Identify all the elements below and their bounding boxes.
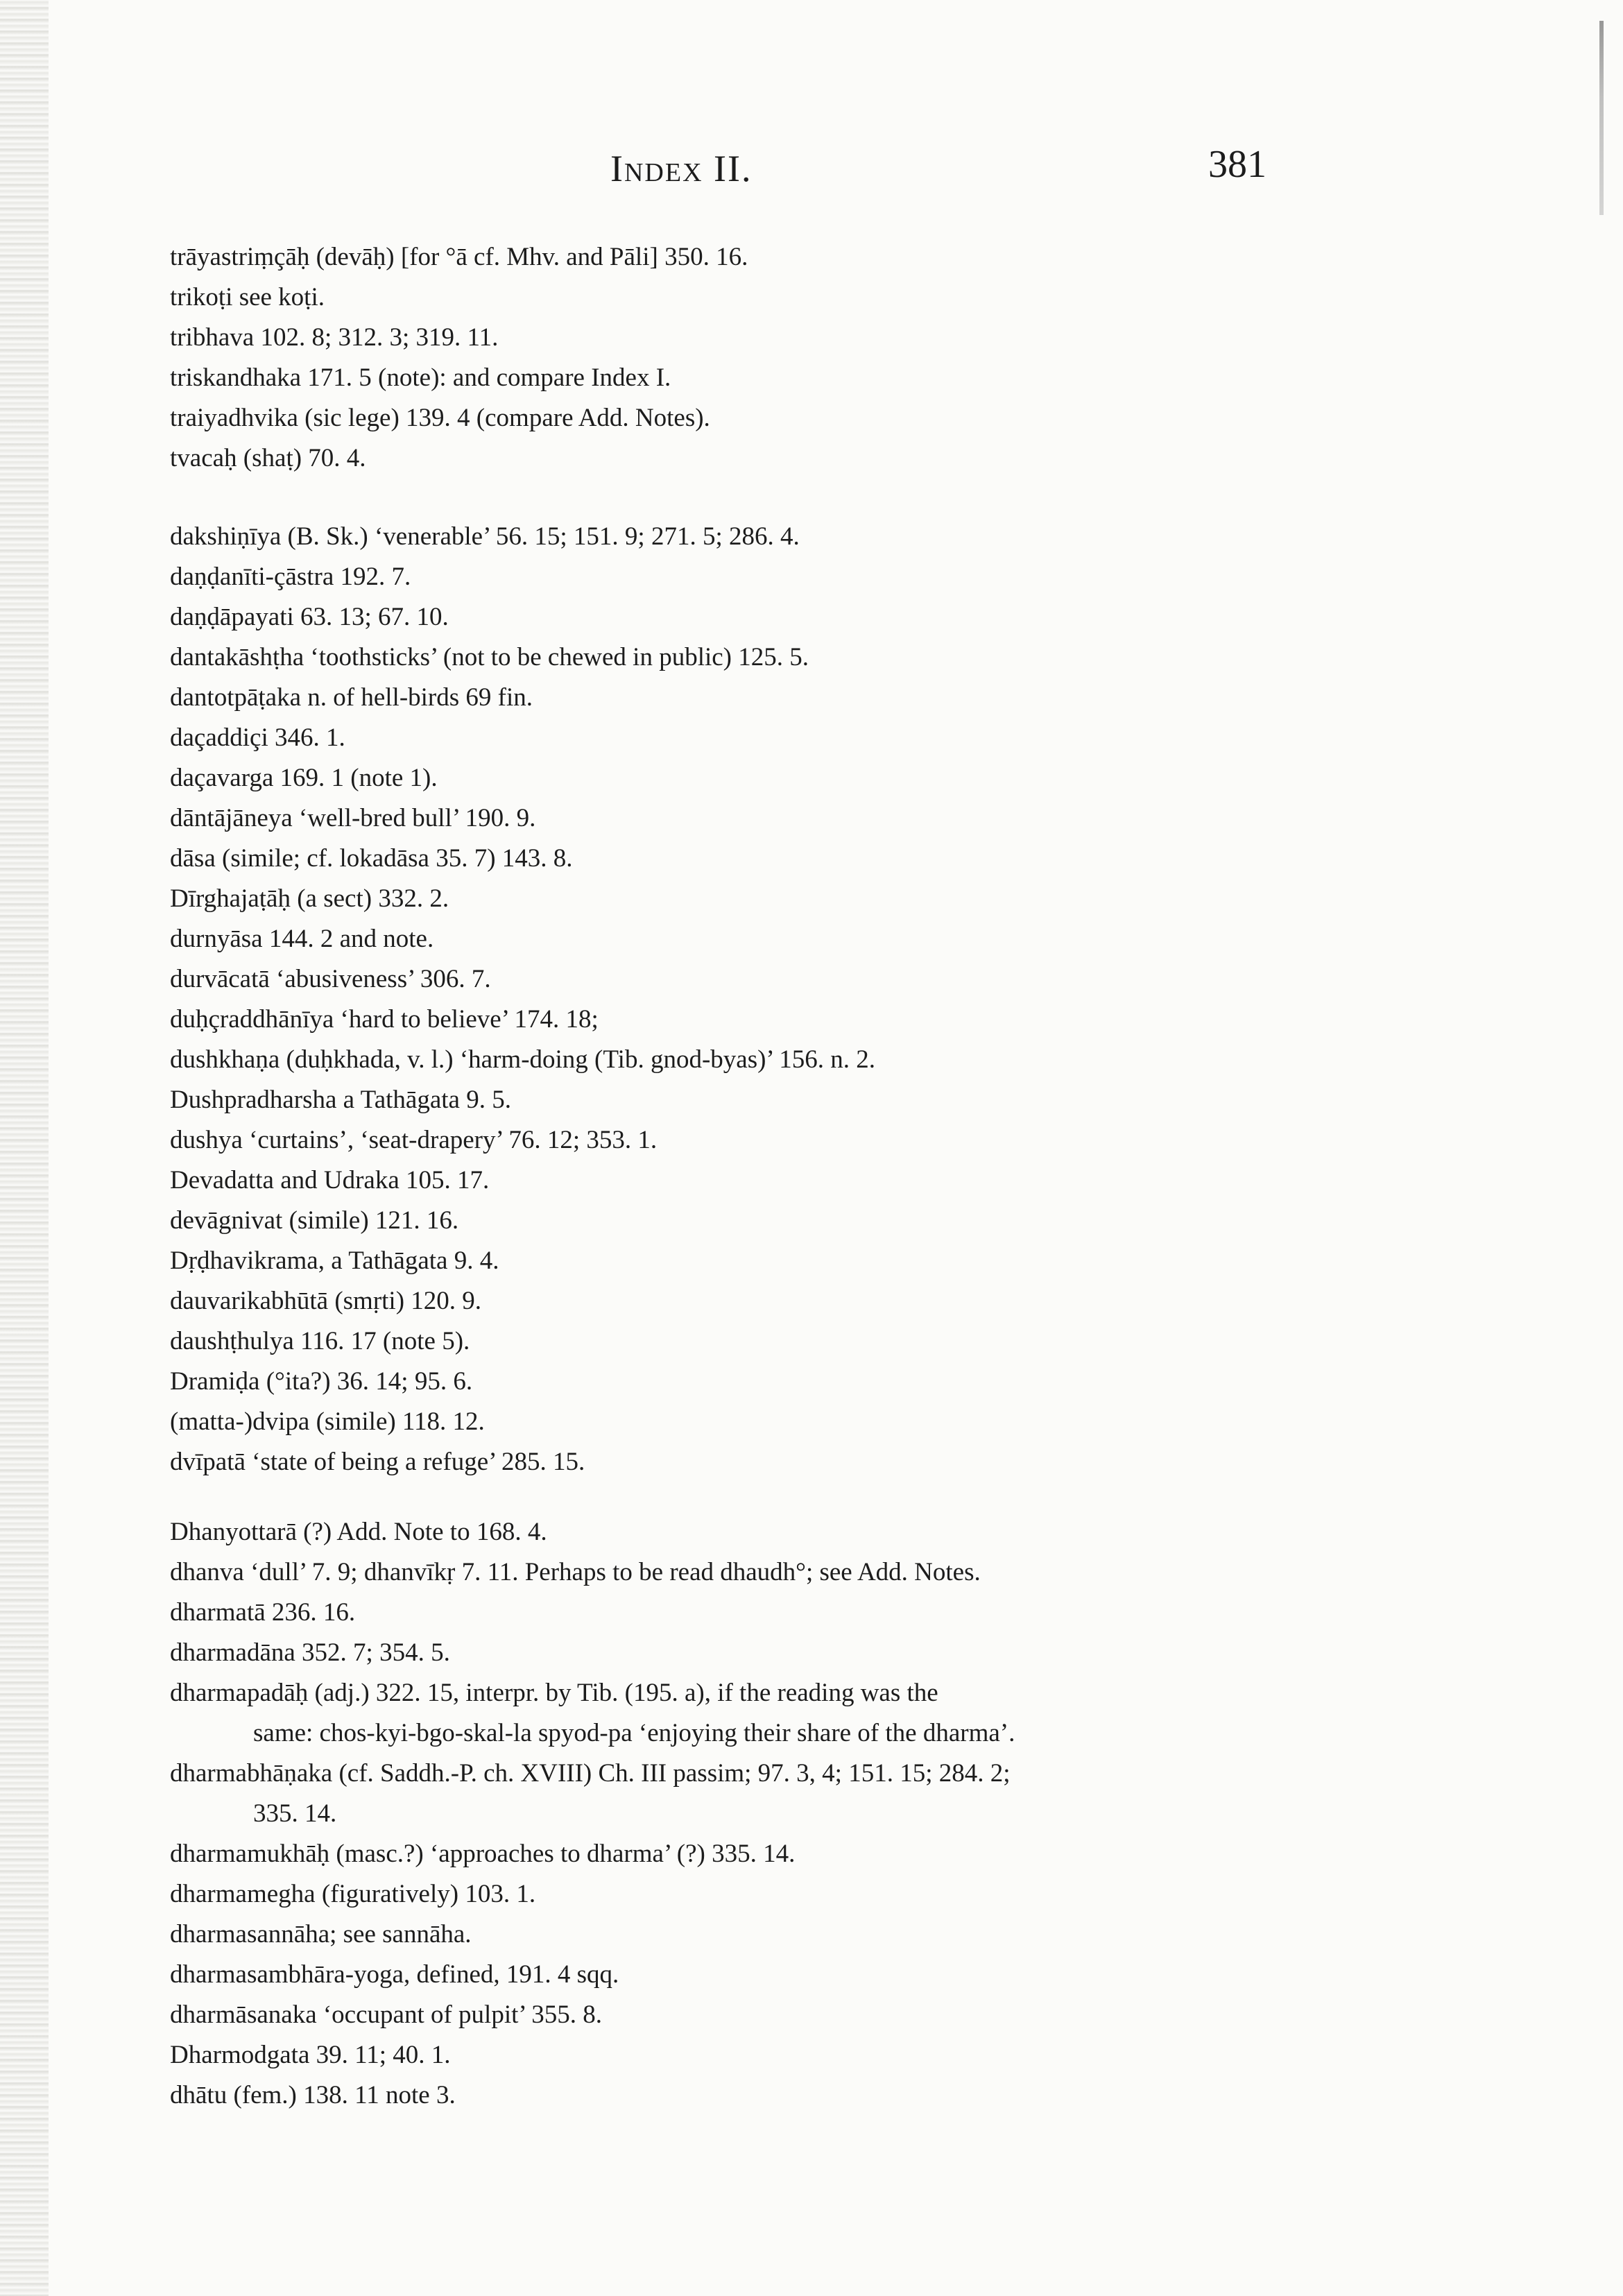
index-entry: daṇḍāpayati 63. 13; 67. 10.	[170, 603, 449, 631]
index-entry: dhanva ‘dull’ 7. 9; dhanvīkṛ 7. 11. Perhaps to be read dhaudh°; see Add. Notes.	[170, 1558, 981, 1586]
index-entry: dharmāsanaka ‘occupant of pulpit’ 355. 8.	[170, 2001, 602, 2029]
index-entry: tribhava 102. 8; 312. 3; 319. 11.	[170, 323, 499, 352]
index-entry: dauvarikabhūtā (smṛti) 120. 9.	[170, 1287, 482, 1315]
index-entry: dharmamegha (figuratively) 103. 1.	[170, 1880, 536, 1908]
index-entry: (matta-)dvipa (simile) 118. 12.	[170, 1407, 485, 1436]
index-entry: dakshiṇīya (B. Sk.) ‘venerable’ 56. 15; 151. 9; 271. 5; 286. 4.	[170, 522, 800, 551]
page-title: Index II.	[610, 148, 753, 189]
index-entry: dharmasambhāra-yoga, defined, 191. 4 sqq.	[170, 1960, 619, 1989]
index-entry: dharmatā 236. 16.	[170, 1598, 356, 1627]
index-entry: dāsa (simile; cf. lokadāsa 35. 7) 143. 8.	[170, 844, 573, 873]
index-entry: dharmadāna 352. 7; 354. 5.	[170, 1638, 450, 1667]
index-entry: Dīrghajaṭāḥ (a sect) 332. 2.	[170, 884, 449, 913]
index-block-d	[170, 517, 875, 1482]
index-entry: dantakāshṭha ‘toothsticks’ (not to be chewed in public) 125. 5.	[170, 643, 809, 671]
index-block-tr	[170, 237, 748, 479]
index-entry: trāyastriṃçāḥ (devāḥ) [for °ā cf. Mhv. and Pāli] 350. 16.	[170, 243, 748, 271]
index-entry: traiyadhvika (sic lege) 139. 4 (compare Add. Notes).	[170, 404, 710, 432]
index-entry: Dushpradharsha a Tathāgata 9. 5.	[170, 1086, 511, 1114]
scan-edge-right	[1599, 21, 1604, 215]
index-entry: dharmasannāha; see sannāha.	[170, 1920, 472, 1948]
index-entry: dvīpatā ‘state of being a refuge’ 285. 15.	[170, 1448, 585, 1476]
index-block-dh	[170, 1512, 1015, 2116]
index-entry: dushkhaṇa (duḥkhada, v. l.) ‘harm-doing (Tib. gnod-byas)’ 156. n. 2.	[170, 1045, 875, 1074]
index-entry: dharmabhāṇaka (cf. Saddh.-P. ch. XVIII) Ch. III passim; 97. 3, 4; 151. 15; 284. 2;	[170, 1759, 1011, 1788]
index-entry: Dharmodgata 39. 11; 40. 1.	[170, 2041, 451, 2069]
index-entry: daçavarga 169. 1 (note 1).	[170, 764, 438, 792]
index-entry: tvacaḥ (shaṭ) 70. 4.	[170, 444, 366, 472]
index-entry-continuation: same: chos-kyi-bgo-skal-la spyod-pa ‘enjoying their share of the dharma’.	[253, 1719, 1015, 1747]
index-entry: dushya ‘curtains’, ‘seat-drapery’ 76. 12; 353. 1.	[170, 1126, 658, 1154]
index-entry: triskandhaka 171. 5 (note): and compare Index I.	[170, 363, 671, 392]
index-entry: durvācatā ‘abusiveness’ 306. 7.	[170, 965, 491, 993]
index-entry: daṇḍanīti-çāstra 192. 7.	[170, 563, 411, 591]
index-entry: Dhanyottarā (?) Add. Note to 168. 4.	[170, 1518, 547, 1546]
index-entry: daçaddiçi 346. 1.	[170, 723, 345, 752]
index-entry: Dramiḍa (°ita?) 36. 14; 95. 6.	[170, 1367, 473, 1396]
index-entry: devāgnivat (simile) 121. 16.	[170, 1206, 459, 1235]
index-entry: Dṛḍhavikrama, a Tathāgata 9. 4.	[170, 1246, 499, 1275]
index-entry: Devadatta and Udraka 105. 17.	[170, 1166, 490, 1194]
index-entry: dharmamukhāḥ (masc.?) ‘approaches to dharma’ (?) 335. 14.	[170, 1840, 796, 1868]
index-entry: trikoṭi see koṭi.	[170, 283, 325, 311]
index-entry-continuation: 335. 14.	[253, 1799, 337, 1828]
index-entry: durnyāsa 144. 2 and note.	[170, 925, 434, 953]
scan-edge-left	[0, 0, 49, 2296]
page-number: 381	[1208, 143, 1266, 186]
index-entry: duḥçraddhānīya ‘hard to believe’ 174. 18;	[170, 1005, 599, 1034]
index-entry: dharmapadāḥ (adj.) 322. 15, interpr. by Tib. (195. a), if the reading was the	[170, 1679, 938, 1707]
index-entry: dhātu (fem.) 138. 11 note 3.	[170, 2081, 456, 2109]
index-entry: dāntājāneya ‘well-bred bull’ 190. 9.	[170, 804, 536, 832]
index-entry: dantotpāṭaka n. of hell-birds 69 fin.	[170, 683, 533, 712]
index-entry: daushṭhulya 116. 17 (note 5).	[170, 1327, 470, 1355]
